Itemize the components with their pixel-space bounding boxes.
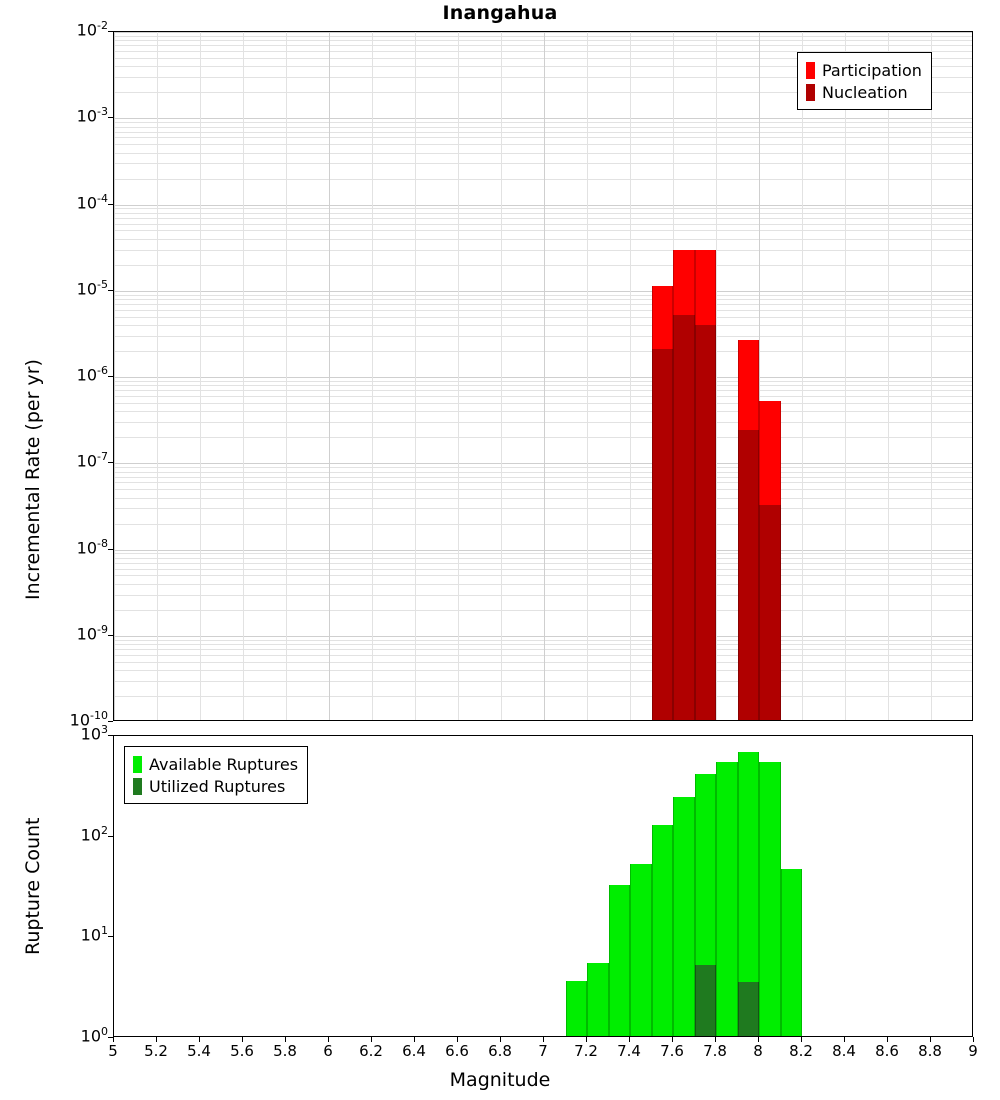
x-tick-mark bbox=[371, 1037, 372, 1042]
bar bbox=[652, 349, 674, 721]
legend-swatch-nucleation bbox=[806, 84, 815, 101]
x-tick-label: 7.6 bbox=[660, 1042, 684, 1060]
x-tick-label: 7.4 bbox=[617, 1042, 641, 1060]
bar bbox=[695, 325, 717, 721]
x-tick-mark bbox=[543, 1037, 544, 1042]
y-tick-mark bbox=[108, 836, 113, 837]
x-tick-mark bbox=[457, 1037, 458, 1042]
bar bbox=[652, 825, 674, 1037]
x-tick-label: 5.6 bbox=[230, 1042, 254, 1060]
x-tick-label: 6.8 bbox=[488, 1042, 512, 1060]
x-tick-mark bbox=[930, 1037, 931, 1042]
x-tick-label: 8.4 bbox=[832, 1042, 856, 1060]
x-tick-label: 8.6 bbox=[875, 1042, 899, 1060]
x-tick-label: 6 bbox=[323, 1042, 333, 1060]
x-tick-label: 8 bbox=[753, 1042, 763, 1060]
bar bbox=[759, 762, 781, 1037]
x-tick-mark bbox=[156, 1037, 157, 1042]
x-tick-mark bbox=[629, 1037, 630, 1042]
x-tick-mark bbox=[973, 1037, 974, 1042]
bar bbox=[759, 505, 781, 721]
x-tick-label: 9 bbox=[968, 1042, 978, 1060]
y-tick-mark bbox=[108, 117, 113, 118]
x-tick-mark bbox=[801, 1037, 802, 1042]
x-tick-label: 8.2 bbox=[789, 1042, 813, 1060]
legend-top bbox=[797, 52, 932, 110]
incremental-rate-plot bbox=[113, 31, 973, 721]
x-tick-mark bbox=[887, 1037, 888, 1042]
x-tick-label: 5.8 bbox=[273, 1042, 297, 1060]
x-tick-label: 5.2 bbox=[144, 1042, 168, 1060]
y-tick-mark bbox=[108, 549, 113, 550]
x-tick-label: 7.2 bbox=[574, 1042, 598, 1060]
bar bbox=[738, 982, 760, 1037]
bar bbox=[695, 965, 717, 1037]
bar bbox=[609, 885, 631, 1037]
x-tick-label: 6.6 bbox=[445, 1042, 469, 1060]
x-tick-mark bbox=[199, 1037, 200, 1042]
x-tick-mark bbox=[500, 1037, 501, 1042]
x-tick-mark bbox=[844, 1037, 845, 1042]
legend-bottom bbox=[124, 746, 308, 804]
legend-label-utilized-ruptures: Utilized Ruptures bbox=[149, 776, 286, 796]
x-tick-mark bbox=[586, 1037, 587, 1042]
bar bbox=[630, 864, 652, 1037]
legend-label-participation: Participation bbox=[822, 60, 922, 80]
x-tick-label: 5.4 bbox=[187, 1042, 211, 1060]
y-tick-mark bbox=[108, 735, 113, 736]
x-tick-label: 7.8 bbox=[703, 1042, 727, 1060]
legend-item[interactable] bbox=[133, 775, 298, 797]
x-tick-mark bbox=[328, 1037, 329, 1042]
y-tick-mark bbox=[108, 31, 113, 32]
bar bbox=[673, 315, 695, 721]
chart-canvas: Inangahua $10^{-2}$ $10^{-3}$ $10^{-4}$ $10^{-5}$ $10^{-6}$ $10^{-7}$ $10^{-8}$ $10^{-9}$ $10^{-10}$ Incremental Rate (per yr) Participation Nucleation $10^3$ $10^2$ $10^1$ $10^0$ Rupture Count Available Ruptures Utilized Ruptures 5 5.2 5.4 5.6 5.8 6 6.2 6.4 6.6 6.8 7 7.2 7.4 7.6 7.8 8 8.2 8.4 8.6 8.8 9 Magnitude bbox=[0, 0, 1000, 1100]
x-tick-label: 6.2 bbox=[359, 1042, 383, 1060]
x-axis-label: Magnitude bbox=[449, 1069, 551, 1091]
y-tick-mark bbox=[108, 721, 113, 722]
x-tick-label: 6.4 bbox=[402, 1042, 426, 1060]
legend-item[interactable] bbox=[806, 81, 922, 103]
x-tick-mark bbox=[715, 1037, 716, 1042]
x-tick-mark bbox=[414, 1037, 415, 1042]
y-tick-mark bbox=[108, 936, 113, 937]
x-tick-label: 8.8 bbox=[918, 1042, 942, 1060]
y-tick-mark bbox=[108, 204, 113, 205]
y-axis-label-top: Incremental Rate (per yr) bbox=[22, 359, 44, 600]
x-tick-mark bbox=[242, 1037, 243, 1042]
legend-label-available-ruptures: Available Ruptures bbox=[149, 754, 299, 774]
x-tick-label: 7 bbox=[538, 1042, 548, 1060]
legend-swatch-available-ruptures bbox=[133, 756, 142, 773]
x-tick-mark bbox=[672, 1037, 673, 1042]
legend-item[interactable] bbox=[133, 753, 298, 775]
legend-swatch-participation bbox=[806, 62, 815, 79]
page-title: Inangahua bbox=[442, 2, 558, 24]
bar bbox=[587, 963, 609, 1037]
y-tick-mark bbox=[108, 376, 113, 377]
x-tick-mark bbox=[758, 1037, 759, 1042]
x-tick-label: 5 bbox=[108, 1042, 118, 1060]
y-axis-label-bottom: Rupture Count bbox=[22, 817, 44, 955]
y-tick-mark bbox=[108, 290, 113, 291]
bar bbox=[738, 430, 760, 721]
legend-label-nucleation: Nucleation bbox=[822, 82, 908, 102]
y-tick-mark bbox=[108, 635, 113, 636]
x-tick-mark bbox=[113, 1037, 114, 1042]
bar bbox=[716, 762, 738, 1037]
bar bbox=[673, 797, 695, 1037]
x-tick-mark bbox=[285, 1037, 286, 1042]
bar bbox=[566, 981, 588, 1037]
legend-item[interactable] bbox=[806, 59, 922, 81]
bar bbox=[781, 869, 803, 1037]
legend-swatch-utilized-ruptures bbox=[133, 778, 142, 795]
y-tick-mark bbox=[108, 462, 113, 463]
bars-top bbox=[114, 32, 972, 720]
